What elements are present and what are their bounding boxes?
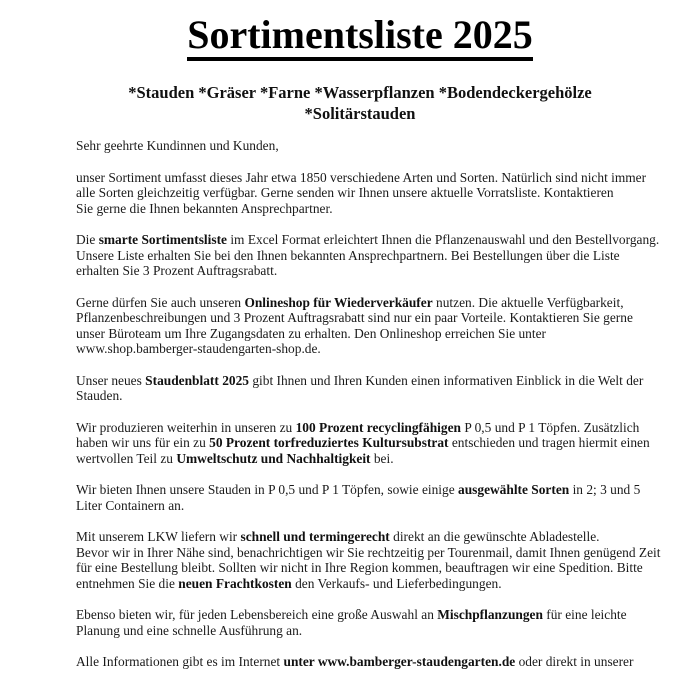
text-line <box>76 420 676 436</box>
category-line-1: *Stauden *Gräser *Farne *Wasserpflanzen *Bodendeckergehölze <box>128 83 592 102</box>
text-line: alle Sorten gleichzeitig verfügbar. Gerne senden wir Ihnen unsere aktuelle Vorratsliste. Kontaktieren <box>76 185 614 200</box>
text-run: Mit unserem LKW liefern wir <box>76 529 241 544</box>
text-line: Liter Containern an. <box>76 497 185 513</box>
text-line <box>76 482 676 498</box>
letter-body <box>76 138 676 686</box>
text-run: im Excel Format erleichtert Ihnen die Pflanzenauswahl und den Bestellvorgang. <box>226 232 660 247</box>
text-run: entschieden und tragen hiermit einen <box>448 435 650 450</box>
paragraph-pots <box>76 482 676 513</box>
document-title <box>0 12 700 58</box>
bold-text: smarte Sortimentsliste <box>98 232 227 247</box>
bold-text: schnell und termingerecht <box>240 529 390 544</box>
bold-text: 50 Prozent torfreduziertes Kultursubstrat <box>209 435 449 450</box>
text-run: den Verkaufs- und Lieferbedingungen. <box>291 575 502 591</box>
text-run: direkt an die gewünschte Abladestelle. <box>389 529 600 544</box>
text-run: Wir bieten Ihnen unsere Stauden in P 0,5 und P 1 Töpfen, sowie einige <box>76 482 459 497</box>
text-run: Wir produzieren weiterhin in unseren zu <box>76 419 296 435</box>
text-run: gibt Ihnen und Ihren Kunden einen informativen Einblick in die Welt der <box>248 372 644 388</box>
text-run: in 2; 3 und 5 <box>569 482 641 497</box>
text-line: unser Sortiment umfasst dieses Jahr etwa 1850 verschiedene Arten und Sorten. Natürlich sind nicht immer <box>76 169 647 185</box>
text-run: entnehmen Sie die <box>76 575 179 591</box>
text-line: Pflanzenbeschreibungen und 3 Prozent Auftragsrabatt sind nur ein paar Vorteile. Kontaktieren Sie gerne <box>76 310 633 325</box>
paragraph-sustainability <box>76 420 676 467</box>
paragraph-assortment <box>76 170 676 217</box>
text-line <box>76 654 676 670</box>
text-run: wertvollen Teil zu <box>76 450 177 466</box>
text-run: für eine leichte <box>542 607 627 622</box>
text-line <box>76 576 676 592</box>
text-run: Ebenso bieten wir, für jeden Lebensbereich eine große Auswahl an <box>76 607 438 622</box>
text-run: bei. <box>370 450 394 466</box>
text-line: Sie gerne die Ihnen bekannten Ansprechpartner. <box>76 200 333 216</box>
text-line <box>76 451 676 467</box>
text-run: oder direkt in unserer <box>515 654 634 669</box>
website-link: unter www.bamberger-staudengarten.de <box>283 654 516 669</box>
text-run: Unser neues <box>76 372 146 388</box>
bold-text: Mischpflanzungen <box>437 607 543 622</box>
category-line-2: *Solitärstauden <box>304 104 416 123</box>
text-run: Gerne dürfen Sie auch unseren <box>76 294 245 310</box>
text-line: erhalten Sie 3 Prozent Auftragsrabatt. <box>76 263 278 278</box>
text-line: Unsere Liste erhalten Sie bei den Ihnen bekannten Ansprechpartnern. Bei Bestellungen über die Liste <box>76 247 620 263</box>
paragraph-staudenblatt <box>76 373 676 404</box>
text-line <box>76 232 676 248</box>
title-text: Sortimentsliste 2025 <box>187 12 533 61</box>
text-line <box>76 373 676 389</box>
bold-text: Onlineshop für Wiederverkäufer <box>244 294 433 310</box>
text-run: P 0,5 und P 1 Töpfen. Zusätzlich <box>460 419 640 435</box>
text-line: Planung und eine schnelle Ausführung an. <box>76 622 303 638</box>
text-line: Bevor wir in Ihrer Nähe sind, benachrichtigen wir Sie rechtzeitig per Tourenmail, damit Ihnen genügend Zeit <box>76 544 661 560</box>
paragraph-delivery <box>76 529 676 591</box>
bold-text: ausgewählte Sorten <box>458 482 570 497</box>
text-line: für eine Bestellung bleibt. Sollten wir nicht in Ihre Region kommen, beauftragen wir eine Spedition. Bitte <box>76 560 643 575</box>
paragraph-onlineshop <box>76 295 676 357</box>
paragraph-mixed-plantings <box>76 607 676 638</box>
category-list <box>0 82 700 124</box>
bold-text: 100 Prozent recyclingfähigen <box>295 419 461 435</box>
text-run: haben wir uns für ein zu <box>76 435 210 450</box>
bold-text: neuen Frachtkosten <box>178 575 292 591</box>
text-line <box>76 607 676 623</box>
text-run: nutzen. Die aktuelle Verfügbarkeit, <box>432 294 624 310</box>
paragraph-smart-list <box>76 232 676 279</box>
text-line <box>76 295 676 311</box>
text-run: Die <box>76 232 99 247</box>
text-line <box>76 435 676 451</box>
text-run: Alle Informationen gibt es im Internet <box>76 654 284 669</box>
greeting: Sehr geehrte Kundinnen und Kunden, <box>76 138 279 153</box>
bold-text: Umweltschutz und Nachhaltigkeit <box>176 450 371 466</box>
text-line: Stauden. <box>76 388 123 403</box>
paragraph-info <box>76 654 676 670</box>
bold-text: Staudenblatt 2025 <box>145 372 249 388</box>
text-line <box>76 529 676 545</box>
shop-url: www.shop.bamberger-staudengarten-shop.de. <box>76 341 321 356</box>
text-line: unser Büroteam um Ihre Zugangsdaten zu erhalten. Den Onlineshop erreichen Sie unter <box>76 325 546 341</box>
